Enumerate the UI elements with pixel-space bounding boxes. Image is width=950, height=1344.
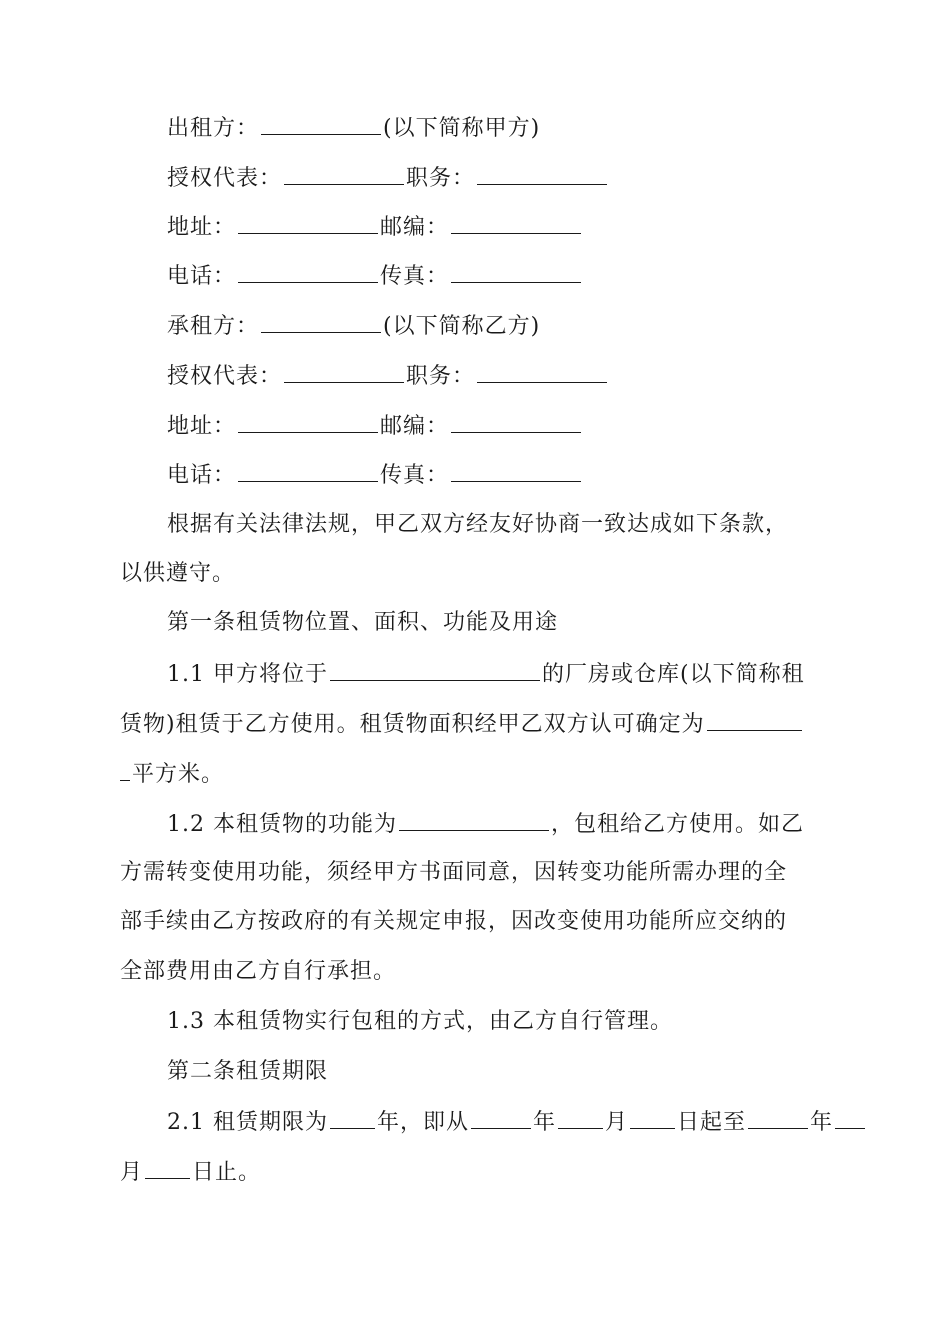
clause-1-2-line-2: 方需转变使用功能，须经甲方书面同意，因转变功能所需办理的全: [120, 860, 788, 885]
clause-2-1-text-a: 2.1 租赁期限为: [167, 1110, 328, 1135]
clause-2-1-text-e: 日起至: [677, 1110, 747, 1135]
phone-label: 电话：: [167, 264, 237, 289]
clause-1-2-line-1: [167, 808, 879, 840]
area-blank-continued: [120, 758, 130, 781]
fax-blank: [451, 459, 581, 482]
clause-1-1-text-d: 平方米。: [132, 762, 225, 787]
clause-1-1-text-a: 1.1 甲方将位于: [167, 662, 328, 687]
end-month-blank: [835, 1106, 865, 1129]
clause-1-3: 1.3 本租赁物实行包租的方式，由乙方自行管理。: [167, 1009, 673, 1034]
clause-1-1-text-b: 的厂房或仓库(以下简称租: [541, 662, 805, 687]
phone-blank: [238, 459, 378, 482]
clause-2-1-text-d: 月: [605, 1110, 629, 1135]
lessor-suffix: (以下简称甲方): [383, 116, 541, 141]
clause-1-1-line-1: [167, 658, 879, 690]
address-blank: [238, 410, 378, 433]
start-day-blank: [630, 1106, 675, 1129]
clause-2-1-text-h: 日止。: [192, 1160, 262, 1185]
phone-label: 电话：: [167, 463, 237, 488]
address-label: 地址：: [167, 414, 237, 439]
end-day-blank: [145, 1156, 190, 1179]
start-year-blank: [471, 1106, 531, 1129]
function-blank: [399, 808, 549, 831]
start-month-blank: [558, 1106, 603, 1129]
postcode-label: 邮编：: [380, 215, 450, 240]
clause-1-1-text-c: 赁物)租赁于乙方使用。租赁物面积经甲乙双方认可确定为: [120, 712, 705, 737]
lessee-rep-line: [167, 360, 879, 392]
years-blank: [330, 1106, 375, 1129]
clause-2-1-line-1: [167, 1106, 879, 1138]
postcode-blank: [451, 410, 581, 433]
fax-label: 传真：: [380, 463, 450, 488]
end-year-blank: [748, 1106, 808, 1129]
clause-1-1-line-2: [120, 708, 832, 740]
position-label: 职务：: [406, 166, 476, 191]
rep-label: 授权代表：: [167, 364, 283, 389]
phone-blank: [238, 260, 378, 283]
clause-2-1-text-c: 年: [533, 1110, 557, 1135]
position-blank: [477, 360, 607, 383]
lessee-suffix: (以下简称乙方): [383, 314, 541, 339]
clause-2-1-line-2: [120, 1156, 832, 1188]
lessor-rep-line: [167, 162, 879, 194]
lessee-line: [167, 310, 879, 342]
lessee-phone-line: [167, 459, 879, 491]
clause-1-2-text-a: 1.2 本租赁物的功能为: [167, 812, 397, 837]
rep-label: 授权代表：: [167, 166, 283, 191]
address-label: 地址：: [167, 215, 237, 240]
clause-1-2-line-4: 全部费用由乙方自行承担。: [120, 959, 397, 984]
postcode-blank: [451, 211, 581, 234]
postcode-label: 邮编：: [380, 414, 450, 439]
lessor-address-line: [167, 211, 879, 243]
clause-1-2-line-3: 部手续由乙方按政府的有关规定申报，因改变使用功能所应交纳的: [120, 909, 788, 934]
lessor-line: [167, 112, 879, 144]
intro-line-1: 根据有关法律法规，甲乙双方经友好协商一致达成如下条款，: [167, 512, 789, 537]
clause-2-1-text-b: 年，即从: [376, 1110, 469, 1135]
position-label: 职务：: [406, 364, 476, 389]
article1-title: 第一条租赁物位置、面积、功能及用途: [167, 610, 559, 635]
rep-blank: [284, 162, 404, 185]
address-blank: [238, 211, 378, 234]
fax-label: 传真：: [380, 264, 450, 289]
article2-title: 第二条租赁期限: [167, 1059, 329, 1084]
lessor-label: 出租方：: [167, 116, 260, 141]
lessee-address-line: [167, 410, 879, 442]
lessee-name-blank: [261, 310, 381, 333]
location-blank: [330, 658, 540, 681]
lessee-label: 承租方：: [167, 314, 260, 339]
lessor-phone-line: [167, 260, 879, 292]
clause-1-1-line-3: [120, 758, 832, 790]
lessor-name-blank: [261, 112, 381, 135]
position-blank: [477, 162, 607, 185]
clause-1-2-text-b: ，包租给乙方使用。如乙: [550, 812, 804, 837]
intro-line-2: 以供遵守。: [120, 561, 236, 586]
clause-2-1-text-g: 月: [120, 1160, 144, 1185]
fax-blank: [451, 260, 581, 283]
rep-blank: [284, 360, 404, 383]
area-blank: [707, 708, 802, 731]
clause-2-1-text-f: 年: [810, 1110, 834, 1135]
